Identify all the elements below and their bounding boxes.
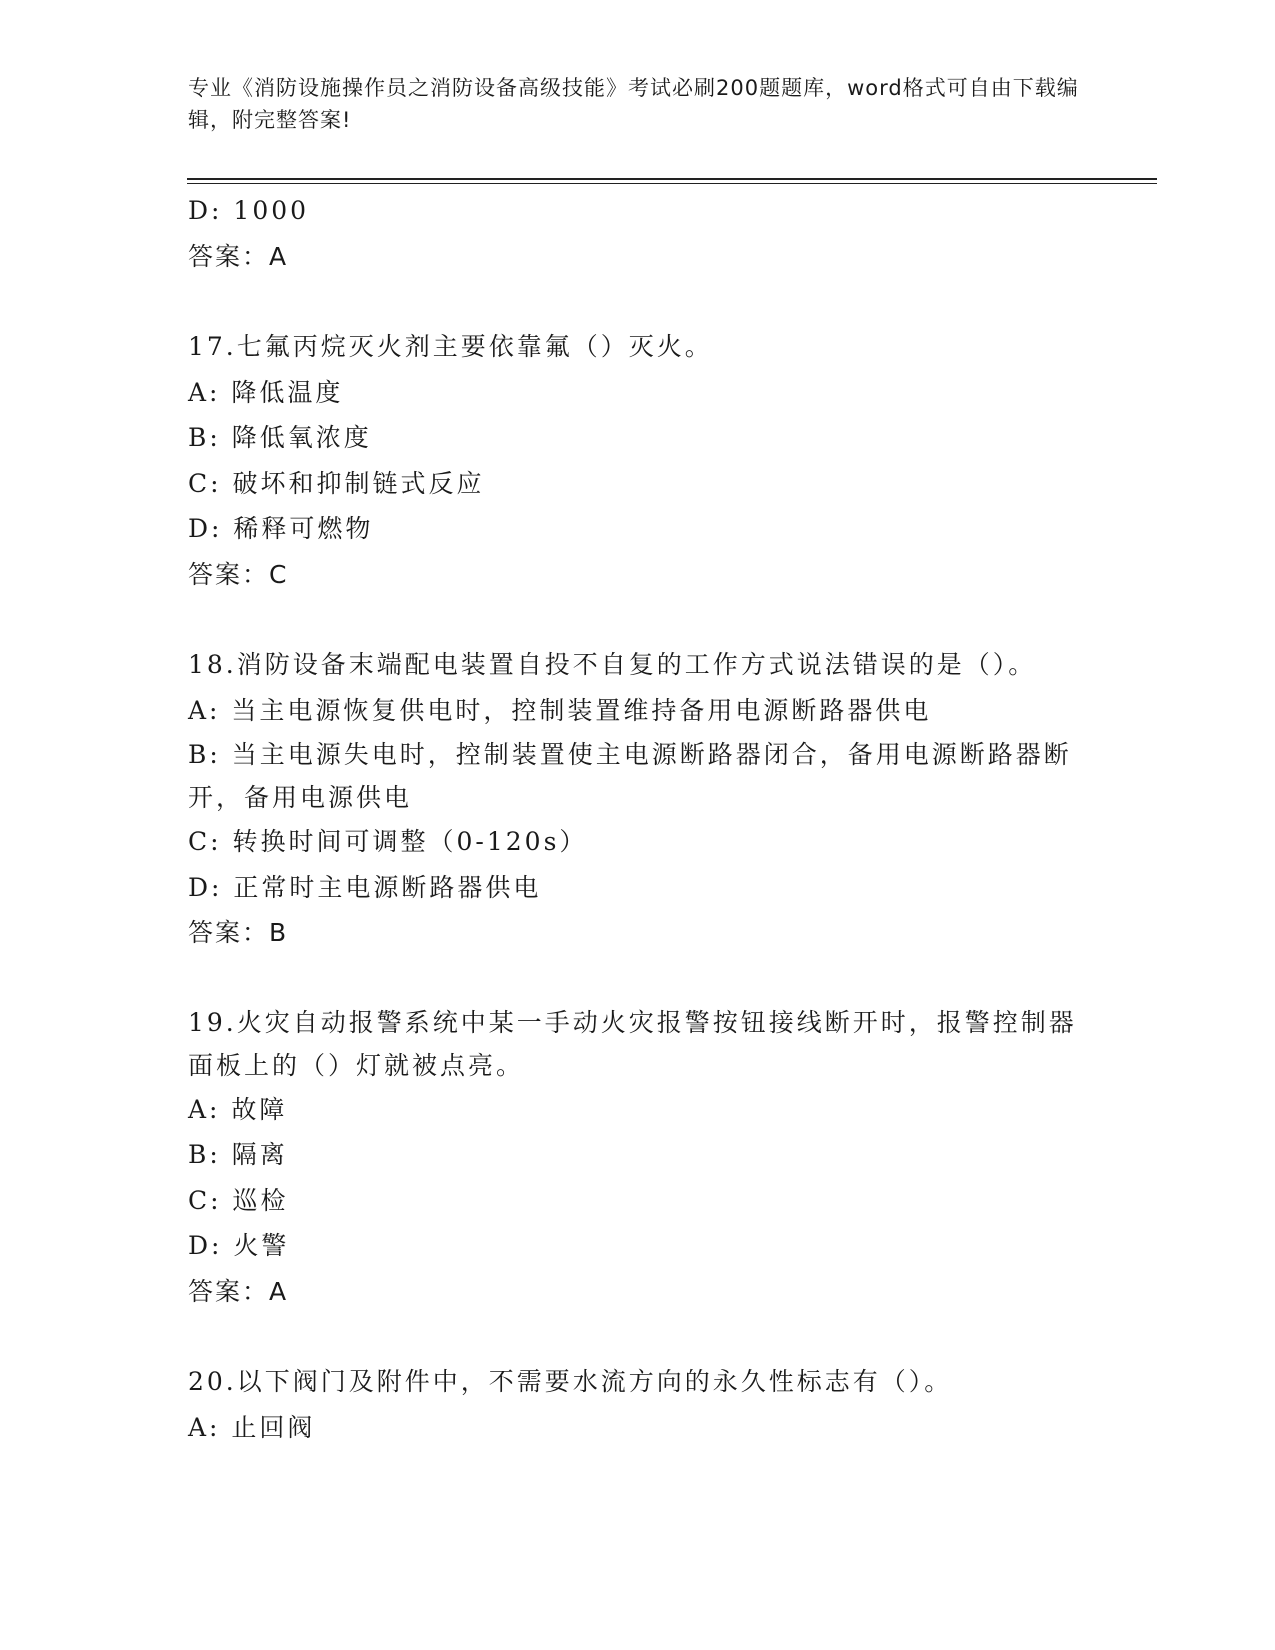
answer-line: 答案：C: [188, 559, 289, 589]
question-stem: 20.以下阀门及附件中，不需要水流方向的永久性标志有（）。: [188, 1367, 953, 1396]
header-divider: [187, 178, 1157, 184]
question-stem: 17.七氟丙烷灭火剂主要依靠氟（）灭火。: [188, 332, 713, 361]
spacer: [188, 1314, 1088, 1359]
document-header: 专业《消防设施操作员之消防设备高级技能》考试必刷200题题库，word格式可自由下载编辑，附完整答案!: [188, 76, 1079, 132]
option-d: D: 稀释可燃物: [188, 514, 374, 543]
option-d: D: 1000: [188, 196, 310, 225]
option-d: D: 火警: [188, 1231, 290, 1260]
option-c: C: 巡检: [188, 1185, 289, 1215]
option-d: D: 正常时主电源断路器供电: [188, 872, 542, 902]
option-a: A: 当主电源恢复供电时，控制装置维持备用电源断路器供电: [188, 695, 932, 725]
option-c: C: 破坏和抑制链式反应: [188, 468, 485, 498]
option-a: A: 降低温度: [188, 377, 344, 407]
option-b: B: 当主电源失电时，控制装置使主电源断路器闭合，备用电源断路器断开，备用电源供电: [188, 740, 1072, 812]
question-stem: 18.消防设备末端配电装置自投不自复的工作方式说法错误的是（）。: [188, 650, 1037, 679]
option-a: A: 止回阀: [188, 1412, 316, 1442]
spacer: [188, 279, 1088, 324]
option-c: C: 转换时间可调整（0-120s）: [188, 827, 588, 856]
option-b: B: 隔离: [188, 1140, 288, 1169]
question-stem: 19.火灾自动报警系统中某一手动火灾报警按钮接线断开时，报警控制器面板上的（）灯就被点亮。: [188, 1007, 1077, 1080]
option-b: B: 降低氧浓度: [188, 423, 372, 452]
answer-line: 答案：B: [188, 918, 289, 947]
document-body: [188, 188, 1088, 1450]
answer-line: 答案：A: [188, 241, 289, 271]
answer-line: 答案：A: [188, 1276, 289, 1306]
option-a: A: 故障: [188, 1094, 288, 1124]
spacer: [188, 597, 1088, 642]
spacer: [188, 956, 1088, 1001]
